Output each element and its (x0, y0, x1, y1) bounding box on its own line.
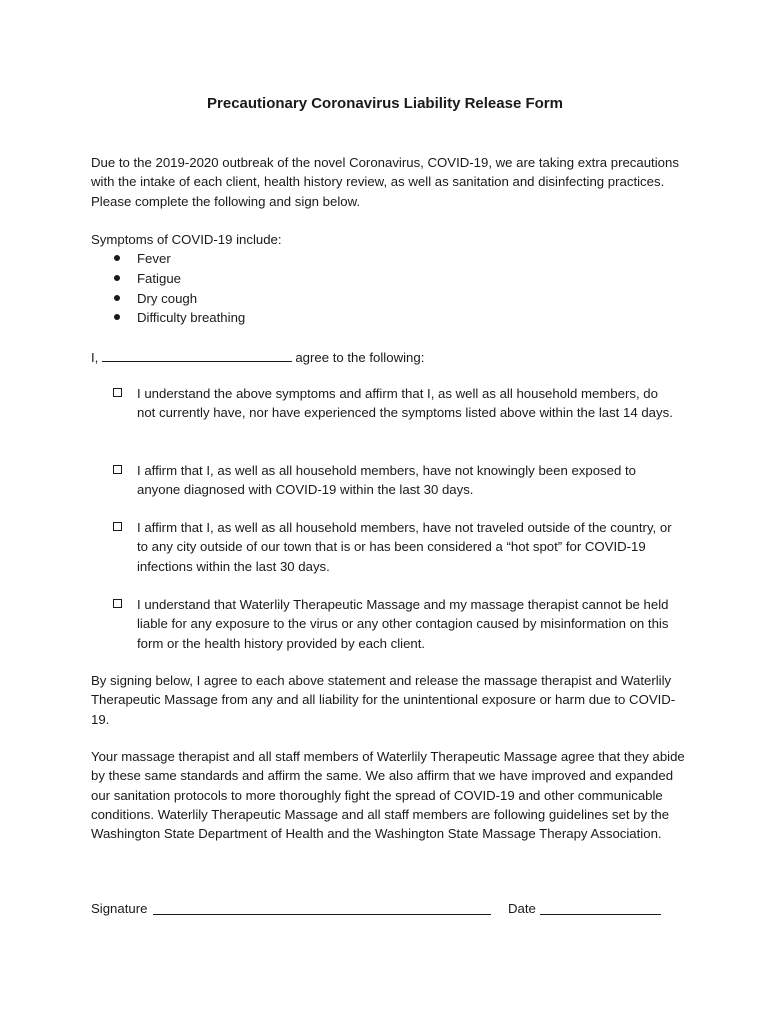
symptom-item: Fatigue (110, 269, 245, 289)
symptom-item: Difficulty breathing (110, 308, 245, 328)
bullet-icon (114, 275, 120, 281)
name-blank-field[interactable] (102, 347, 292, 362)
statement-checkbox[interactable] (113, 599, 122, 608)
symptoms-heading: Symptoms of COVID-19 include: (91, 232, 282, 247)
statement-text: I affirm that I, as well as all household members, have not knowingly been exposed to anyone diagnosed with COVID-19 within the last 30 days. (137, 463, 636, 498)
statement-checkbox[interactable] (113, 388, 122, 397)
symptom-item: Dry cough (110, 289, 245, 309)
date-field[interactable] (540, 914, 661, 915)
signature-label: Signature (91, 901, 148, 916)
intro-paragraph: Due to the 2019-2020 outbreak of the novel Coronavirus, COVID-19, we are taking extra precautions with the intake of each client, health history review, as well as sanitation and disinfecting practices. Please complete the following and sign below. (91, 155, 679, 209)
date-label: Date (508, 901, 536, 916)
agree-suffix: agree to the following: (295, 350, 425, 365)
release-paragraph: By signing below, I agree to each above statement and release the massage therapist and Waterlily Therapeutic Massage from any and all liability for the unintentional exposure or harm due to COVID-19. (91, 673, 676, 727)
bullet-icon (114, 314, 120, 320)
symptoms-list (110, 249, 245, 328)
signature-row (91, 899, 691, 919)
statement-checkbox[interactable] (113, 522, 122, 531)
agree-line (91, 347, 691, 367)
statement-text: I understand that Waterlily Therapeutic Massage and my massage therapist cannot be held liable for any exposure to the virus or any other contagion caused by misinformation on this form or the health history provided by each client. (137, 597, 669, 651)
symptom-item: Fever (110, 249, 245, 269)
bullet-icon (114, 295, 120, 301)
bullet-icon (114, 255, 120, 261)
signature-field[interactable] (153, 914, 491, 915)
statement-text: I understand the above symptoms and affirm that I, as well as all household members, do not currently have, nor have experienced the symptoms listed above within the last 14 days. (137, 386, 673, 421)
therapist-paragraph: Your massage therapist and all staff members of Waterlily Therapeutic Massage agree that they abide by these same standards and affirm the same. We also affirm that we have improved and expanded our sanitation protocols to more thoroughly fight the spread of COVID-19 and other communicable conditions. Waterlily Therapeutic Massage and all staff members are following guidelines set by the Washington State Department of Health and the Washington State Massage Therapy Association. (91, 749, 685, 842)
statement-text: I affirm that I, as well as all household members, have not traveled outside of the country, or to any city outside of our town that is or has been considered a “hot spot” for COVID-19 infections within the last 30 days. (137, 520, 672, 574)
agree-prefix: I, (91, 350, 99, 365)
statement-checkbox[interactable] (113, 465, 122, 474)
form-title: Precautionary Coronavirus Liability Release Form (207, 95, 563, 112)
